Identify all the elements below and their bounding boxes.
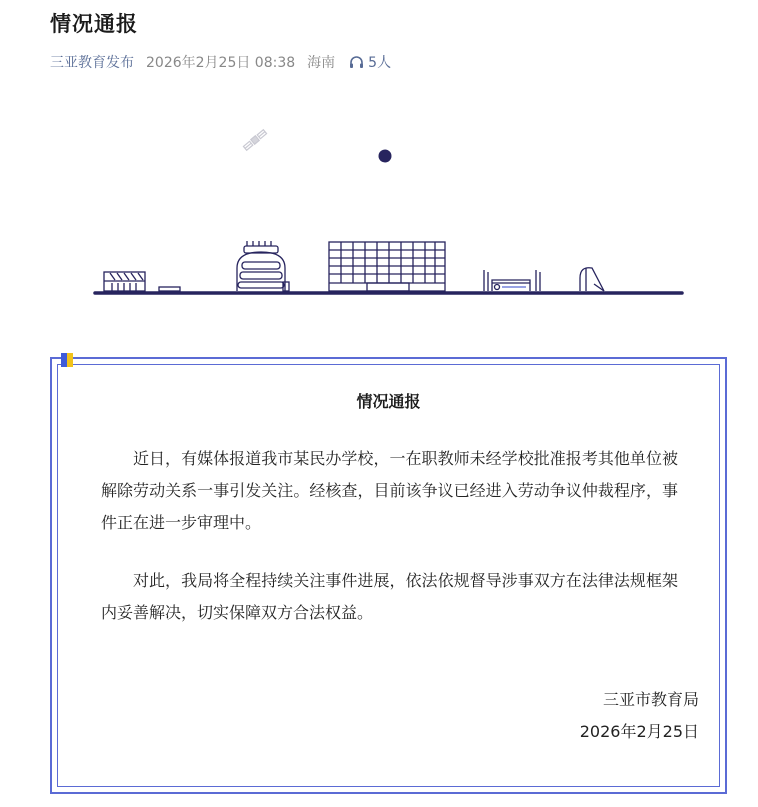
building-dome — [237, 241, 289, 291]
notice-title: 情况通报 — [356, 392, 421, 411]
article-meta — [50, 52, 391, 72]
building-gate — [484, 270, 540, 291]
moon-dot — [379, 150, 392, 163]
source-account-link[interactable]: 三亚教育发布 — [50, 55, 134, 71]
location-label: 海南 — [307, 55, 336, 71]
signature-org: 三亚市教育局 — [602, 690, 699, 709]
building-left — [104, 272, 180, 291]
notice-paragraph: 近日，有媒体报道我市某民办学校，一在职教师未经学校批准报考其他单位被解除劳动关系一事引发关注。经核查，目前该争议已经进入劳动争议仲裁程序，事件正在进一步审理中。 — [101, 449, 678, 532]
notice-frame — [50, 357, 727, 794]
building-tower — [329, 242, 445, 291]
article-title: 情况通报 — [50, 12, 138, 36]
signature-date: 2026年2月25日 — [579, 722, 699, 741]
listen-count: 5人 — [368, 55, 392, 71]
notice-paragraph: 对此，我局将全程持续关注事件进展，依法依规督导涉事双方在法律法规框架内妥善解决，切实保障双方合法权益。 — [101, 571, 678, 622]
satellite-icon — [243, 129, 267, 150]
corner-tag-icon — [61, 353, 73, 367]
headphones-icon — [349, 55, 364, 69]
city-skyline-illustration — [0, 118, 758, 308]
publish-time: 2026年2月25日 08:38 — [146, 55, 296, 71]
listen-button[interactable] — [349, 52, 391, 72]
building-sail — [580, 268, 604, 291]
